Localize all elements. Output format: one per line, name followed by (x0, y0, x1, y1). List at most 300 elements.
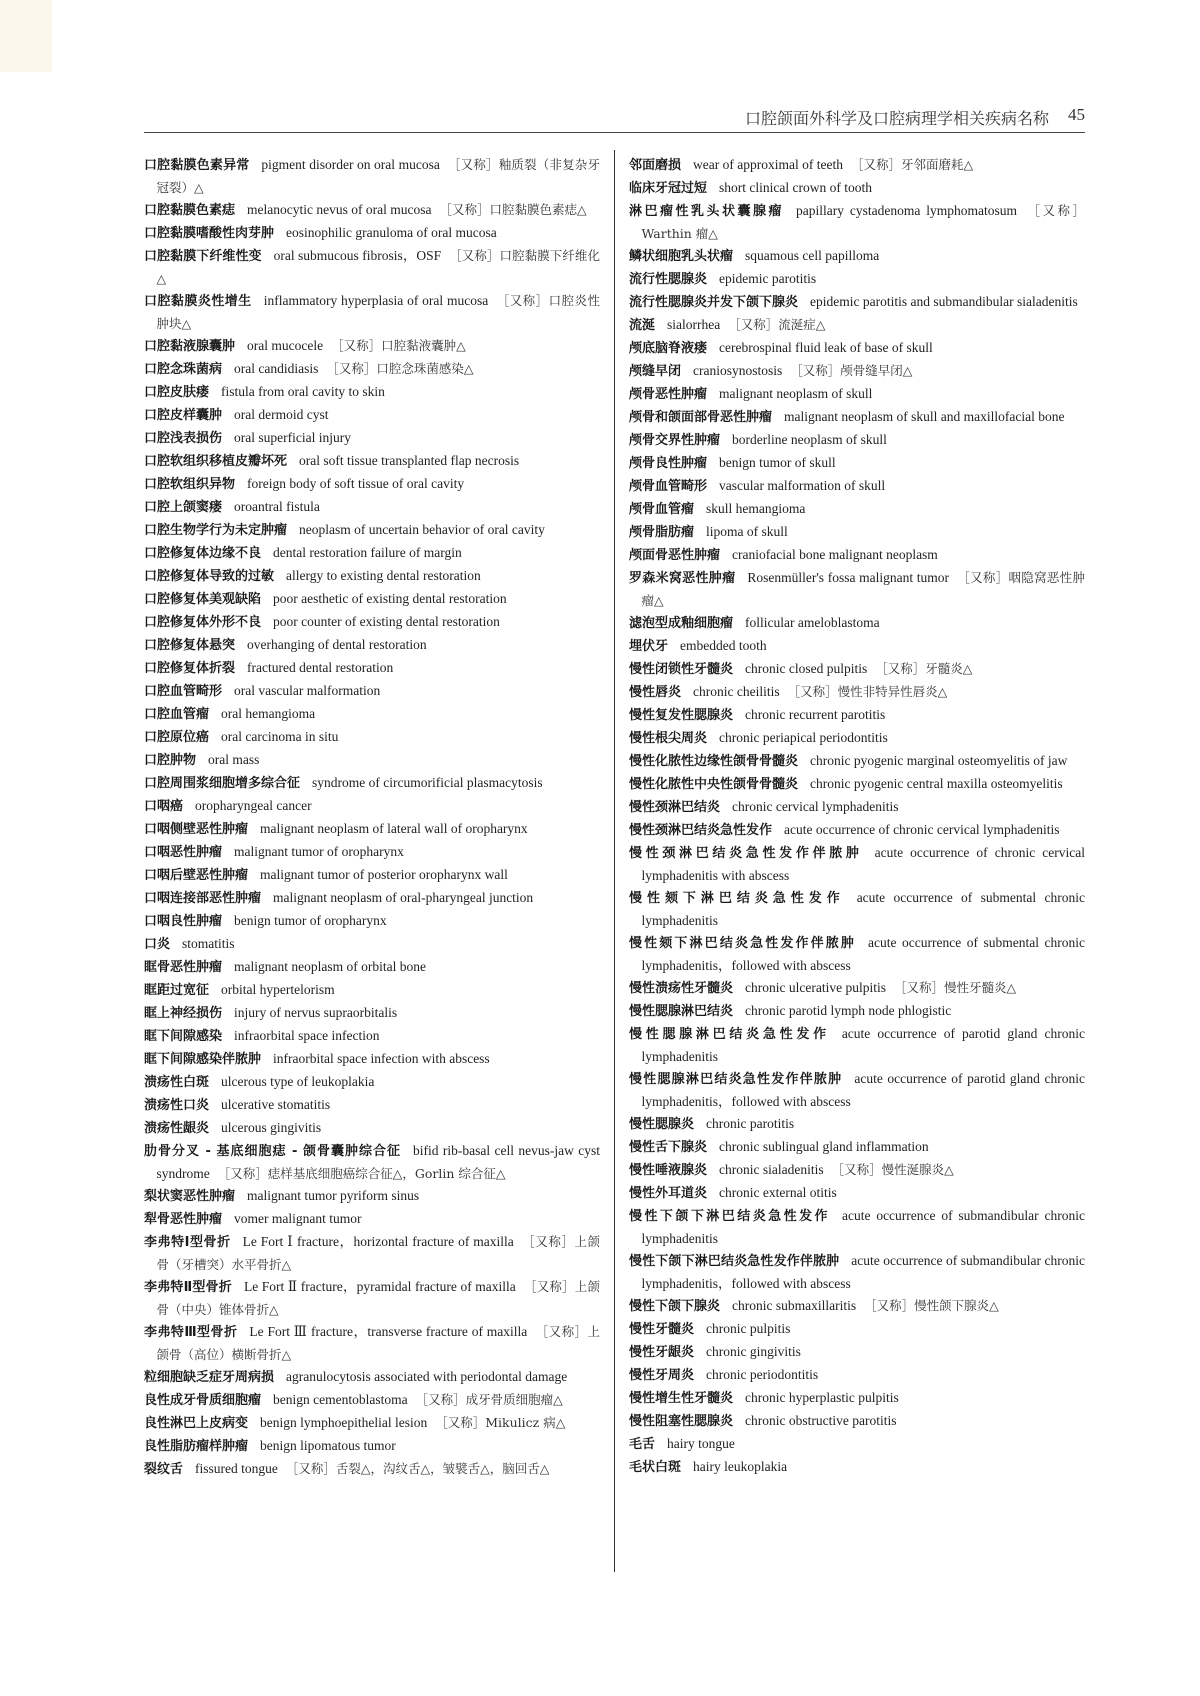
entry-english-term: squamous cell papilloma (745, 248, 880, 263)
entry-chinese-term: 淋巴瘤性乳头状囊腺瘤 (629, 204, 785, 219)
glossary-entry (629, 750, 1085, 773)
entry-chinese-term: 梨状窦恶性肿瘤 (144, 1189, 236, 1204)
entry-english-term: chronic closed pulpitis (745, 661, 868, 676)
glossary-entry (629, 1364, 1085, 1387)
entry-chinese-term: 口腔皮肤瘘 (144, 385, 210, 400)
glossary-entry (144, 1389, 600, 1412)
column-divider (614, 150, 615, 1572)
entry-english-term: malignant neoplasm of skull (719, 386, 873, 401)
entry-english-term: neoplasm of uncertain behavior of oral cavity (299, 522, 545, 537)
glossary-entry (629, 932, 1085, 977)
entry-english-term: pigment disorder on oral mucosa (261, 157, 440, 172)
glossary-entry (144, 245, 600, 290)
entry-chinese-term: 溃疡性口炎 (144, 1098, 210, 1113)
glossary-entry (144, 749, 600, 772)
entry-english-term: craniosynostosis (693, 363, 783, 378)
entry-english-term: eosinophilic granuloma of oral mucosa (286, 225, 497, 240)
entry-english-term: wear of approximal of teeth (693, 157, 843, 172)
entry-english-term: chronic pulpitis (706, 1321, 791, 1336)
entry-english-term: malignant neoplasm of orbital bone (234, 959, 426, 974)
entry-english-term: oral hemangioma (221, 706, 316, 721)
entry-chinese-term: 慢性下颌下淋巴结炎急性发作 (629, 1209, 830, 1224)
entry-chinese-term: 颅骨良性肿瘤 (629, 456, 708, 471)
entry-chinese-term: 肋骨分叉 - 基底细胞痣 - 颌骨囊肿综合征 (144, 1144, 402, 1159)
entry-synonym: ［又称］口腔黏膜下纤维化△ (156, 248, 600, 286)
entry-chinese-term: 口炎 (144, 937, 171, 952)
entry-english-term: craniofacial bone malignant neoplasm (732, 547, 938, 562)
entry-english-term: malignant tumor of oropharynx (234, 844, 404, 859)
entry-synonym: ［又称］咽隐窝恶性肿瘤△ (641, 570, 1085, 608)
glossary-entry (629, 1295, 1085, 1318)
entry-english-term: oroantral fistula (234, 499, 320, 514)
glossary-entry (144, 542, 600, 565)
entry-chinese-term: 口腔修复体折裂 (144, 661, 236, 676)
entry-chinese-term: 李弗特Ⅲ型骨折 (144, 1325, 238, 1340)
entry-synonym: ［又称］痣样基底细胞癌综合征△，Gorlin 综合征△ (217, 1166, 506, 1181)
entry-chinese-term: 慢性腮腺淋巴结炎急性发作伴脓肿 (629, 1072, 843, 1087)
entry-english-term: oral superficial injury (234, 430, 351, 445)
entry-chinese-term: 口腔上颌窦瘘 (144, 500, 223, 515)
glossary-entry (144, 1276, 600, 1321)
glossary-entry (144, 1002, 600, 1025)
entry-english-term: chronic cheilitis (693, 684, 780, 699)
entry-english-term: ulcerative stomatitis (221, 1097, 331, 1112)
entry-english-term: chronic pyogenic central maxilla osteomyelitis (810, 776, 1063, 791)
glossary-entry (629, 475, 1085, 498)
entry-chinese-term: 口咽侧壁恶性肿瘤 (144, 822, 249, 837)
entry-chinese-term: 口咽连接部恶性肿瘤 (144, 891, 262, 906)
page-number: 45 (1068, 105, 1085, 124)
entry-english-term: benign lipomatous tumor (260, 1438, 396, 1453)
entry-synonym: ［又称］上颌骨（牙槽突）水平骨折△ (156, 1234, 600, 1272)
entry-english-term: skull hemangioma (706, 501, 806, 516)
glossary-entry (629, 337, 1085, 360)
glossary-entry (144, 381, 600, 404)
entry-chinese-term: 口咽良性肿瘤 (144, 914, 223, 929)
glossary-entry (629, 177, 1085, 200)
entry-chinese-term: 犁骨恶性肿瘤 (144, 1212, 223, 1227)
entry-english-term: overhanging of dental restoration (247, 637, 427, 652)
entry-english-term: malignant tumor of posterior oropharynx wall (260, 867, 508, 882)
entry-english-term: acute occurrence of submental chronic lymphadenitis，followed with abscess (641, 935, 1085, 973)
entry-chinese-term: 良性淋巴上皮病变 (144, 1416, 249, 1431)
entry-chinese-term: 口咽癌 (144, 799, 184, 814)
entry-synonym: ［又称］慢性颌下腺炎△ (864, 1298, 999, 1313)
entry-chinese-term: 口腔生物学行为未定肿瘤 (144, 523, 288, 538)
glossary-entry (629, 567, 1085, 612)
running-header (144, 102, 1085, 133)
entry-synonym: ［又称］牙髓炎△ (875, 661, 973, 676)
entry-chinese-term: 慢性阻塞性腮腺炎 (629, 1414, 734, 1429)
glossary-entry (144, 199, 600, 222)
glossary-entry (629, 796, 1085, 819)
glossary-entry (144, 1208, 600, 1231)
glossary-entry (629, 658, 1085, 681)
entry-chinese-term: 良性成牙骨质细胞瘤 (144, 1393, 262, 1408)
entry-chinese-term: 慢性牙周炎 (629, 1368, 695, 1383)
glossary-entry (629, 1068, 1085, 1113)
entry-english-term: syndrome of circumorificial plasmacytosis (312, 775, 543, 790)
glossary-entry (144, 290, 600, 335)
glossary-entry (629, 635, 1085, 658)
entry-english-term: chronic sialadenitis (719, 1162, 824, 1177)
entry-english-term: acute occurrence of submental chronic lymphadenitis (641, 890, 1085, 928)
entry-english-term: oral mass (208, 752, 260, 767)
entry-chinese-term: 慢性颏下淋巴结炎急性发作伴脓肿 (629, 936, 857, 951)
entry-chinese-term: 慢性闭锁性牙髓炎 (629, 662, 734, 677)
entry-english-term: chronic submaxillaritis (732, 1298, 857, 1313)
entry-chinese-term: 滤泡型成釉细胞瘤 (629, 616, 734, 631)
entry-english-term: chronic parotid lymph node phlogistic (745, 1003, 952, 1018)
entry-english-term: oral soft tissue transplanted flap necrosis (299, 453, 520, 468)
entry-chinese-term: 口腔修复体导致的过敏 (144, 569, 275, 584)
entry-english-term: inflammatory hyperplasia of oral mucosa (263, 293, 489, 308)
glossary-entry (629, 314, 1085, 337)
glossary-entry (144, 910, 600, 933)
glossary-entry (629, 1113, 1085, 1136)
entry-chinese-term: 流行性腮腺炎 (629, 272, 708, 287)
entry-english-term: benign cementoblastoma (273, 1392, 408, 1407)
entry-english-term: fractured dental restoration (247, 660, 394, 675)
glossary-entry (144, 1366, 600, 1389)
entry-english-term: short clinical crown of tooth (719, 180, 872, 195)
entry-synonym: ［又称］上颌骨（中央）锥体骨折△ (156, 1279, 600, 1317)
entry-synonym: ［又称］颅骨缝早闭△ (790, 363, 913, 378)
entry-english-term: cerebrospinal fluid leak of base of skull (719, 340, 933, 355)
entry-chinese-term: 口腔黏膜下纤维性变 (144, 249, 262, 264)
right-column (629, 154, 1085, 1479)
entry-english-term: acute occurrence of submandibular chronic lymphadenitis (641, 1208, 1085, 1246)
glossary-entry (629, 612, 1085, 635)
entry-chinese-term: 口咽后壁恶性肿瘤 (144, 868, 249, 883)
glossary-entry (629, 452, 1085, 475)
glossary-entry (144, 565, 600, 588)
glossary-entry (629, 773, 1085, 796)
glossary-entry (144, 1048, 600, 1071)
entry-synonym: ［又称］成牙骨质细胞瘤△ (415, 1392, 563, 1407)
entry-english-term: injury of nervus supraorbitalis (234, 1005, 398, 1020)
entry-synonym: ［又称］口腔黏膜色素痣△ (439, 202, 587, 217)
entry-chinese-term: 口咽恶性肿瘤 (144, 845, 223, 860)
entry-english-term: acute occurrence of parotid gland chronic lymphadenitis，followed with abscess (641, 1071, 1085, 1109)
entry-english-term: Le Fort Ⅰ fracture，horizontal fracture of maxilla (242, 1234, 514, 1249)
entry-chinese-term: 眶下间隙感染伴脓肿 (144, 1052, 262, 1067)
entry-english-term: foreign body of soft tissue of oral cavity (247, 476, 465, 491)
entry-english-term: epidemic parotitis (719, 271, 817, 286)
entry-english-term: Rosenmüller's fossa malignant tumor (747, 570, 950, 585)
glossary-entry (629, 1318, 1085, 1341)
glossary-entry (144, 680, 600, 703)
entry-english-term: chronic external otitis (719, 1185, 837, 1200)
glossary-entry (144, 1435, 600, 1458)
entry-chinese-term: 粒细胞缺乏症牙周病损 (144, 1370, 275, 1385)
entry-english-term: benign tumor of oropharynx (234, 913, 387, 928)
glossary-entry (629, 1410, 1085, 1433)
entry-english-term: vomer malignant tumor (234, 1211, 362, 1226)
entry-english-term: poor counter of existing dental restoration (273, 614, 500, 629)
entry-chinese-term: 口腔软组织异物 (144, 477, 236, 492)
entry-chinese-term: 口腔浅表损伤 (144, 431, 223, 446)
entry-chinese-term: 口腔修复体美观缺陷 (144, 592, 262, 607)
running-header-title: 口腔颌面外科学及口腔病理学相关疾病名称 (744, 109, 1049, 128)
glossary-entry (144, 1412, 600, 1435)
glossary-entry (629, 1182, 1085, 1205)
entry-english-term: oropharyngeal cancer (195, 798, 312, 813)
entry-chinese-term: 流涎 (629, 318, 656, 333)
glossary-entry (629, 268, 1085, 291)
glossary-entry (144, 450, 600, 473)
glossary-entry (144, 1231, 600, 1276)
glossary-entry (629, 200, 1085, 245)
entry-chinese-term: 口腔修复体外形不良 (144, 615, 262, 630)
entry-chinese-term: 口腔软组织移植皮瓣坏死 (144, 454, 288, 469)
entry-english-term: chronic parotitis (706, 1116, 795, 1131)
entry-english-term: acute occurrence of chronic cervical lymphadenitis (784, 822, 1060, 837)
entry-english-term: dental restoration failure of margin (273, 545, 462, 560)
glossary-entry (144, 726, 600, 749)
glossary-entry (629, 521, 1085, 544)
glossary-entry (629, 887, 1085, 932)
entry-chinese-term: 慢性颏下淋巴结炎急性发作 (629, 891, 845, 906)
glossary-entry (144, 154, 600, 199)
entry-english-term: allergy to existing dental restoration (286, 568, 481, 583)
entry-english-term: malignant neoplasm of lateral wall of oropharynx (260, 821, 528, 836)
entry-english-term: stomatitis (182, 936, 235, 951)
glossary-entry (144, 933, 600, 956)
entry-english-term: fistula from oral cavity to skin (221, 384, 385, 399)
entry-english-term: agranulocytosis associated with periodontal damage (286, 1369, 568, 1384)
entry-chinese-term: 慢性颈淋巴结炎 (629, 800, 721, 815)
entry-chinese-term: 眶骨恶性肿瘤 (144, 960, 223, 975)
glossary-entry (144, 1071, 600, 1094)
entry-chinese-term: 良性脂肪瘤样肿瘤 (144, 1439, 249, 1454)
entry-english-term: oral candidiasis (234, 361, 319, 376)
glossary-entry (629, 291, 1085, 314)
entry-synonym: ［又称］口腔炎性肿块△ (156, 293, 600, 331)
entry-chinese-term: 眶上神经损伤 (144, 1006, 223, 1021)
entry-chinese-term: 埋伏牙 (629, 639, 669, 654)
entry-chinese-term: 慢性化脓性边缘性颌骨骨髓炎 (629, 754, 799, 769)
entry-chinese-term: 毛舌 (629, 1437, 656, 1452)
glossary-entry (629, 727, 1085, 750)
entry-synonym: ［又称］舌裂△，沟纹舌△，皱襞舌△，脑回舌△ (285, 1461, 550, 1476)
entry-chinese-term: 颅骨血管瘤 (629, 502, 695, 517)
glossary-entry (629, 498, 1085, 521)
glossary-entry (629, 681, 1085, 704)
entry-chinese-term: 口腔黏膜嗜酸性肉芽肿 (144, 226, 275, 241)
glossary-entry (144, 473, 600, 496)
entry-chinese-term: 鳞状细胞乳头状瘤 (629, 249, 734, 264)
entry-english-term: chronic ulcerative pulpitis (745, 980, 886, 995)
glossary-entry (144, 979, 600, 1002)
glossary-entry (629, 1341, 1085, 1364)
entry-chinese-term: 口腔修复体悬突 (144, 638, 236, 653)
glossary-entry (629, 842, 1085, 887)
entry-english-term: borderline neoplasm of skull (732, 432, 887, 447)
entry-chinese-term: 眶距过宽征 (144, 983, 210, 998)
glossary-entry (144, 1025, 600, 1048)
entry-english-term: oral carcinoma in situ (221, 729, 339, 744)
entry-english-term: acute occurrence of chronic cervical lymphadenitis with abscess (641, 845, 1085, 883)
glossary-entry (144, 818, 600, 841)
glossary-entry (144, 1140, 600, 1185)
glossary-entry (144, 657, 600, 680)
entry-synonym: ［又称］慢性非特异性唇炎△ (787, 684, 948, 699)
entry-english-term: benign tumor of skull (719, 455, 836, 470)
glossary-entry (144, 887, 600, 910)
entry-english-term: oral dermoid cyst (234, 407, 329, 422)
entry-chinese-term: 溃疡性龈炎 (144, 1121, 210, 1136)
entry-english-term: chronic periapical periodontitis (719, 730, 888, 745)
glossary-entry (629, 245, 1085, 268)
entry-chinese-term: 慢性下颌下腺炎 (629, 1299, 721, 1314)
entry-english-term: malignant tumor pyriform sinus (247, 1188, 420, 1203)
entry-chinese-term: 慢性根尖周炎 (629, 731, 708, 746)
glossary-entry (629, 1387, 1085, 1410)
entry-chinese-term: 口腔原位癌 (144, 730, 210, 745)
entry-chinese-term: 口腔念珠菌病 (144, 362, 223, 377)
entry-chinese-term: 慢性颈淋巴结炎急性发作 (629, 823, 773, 838)
entry-english-term: follicular ameloblastoma (745, 615, 880, 630)
entry-english-term: papillary cystadenoma lymphomatosum (796, 203, 1017, 218)
entry-english-term: hairy tongue (667, 1436, 735, 1451)
page-corner-stain (0, 0, 52, 72)
entry-english-term: chronic recurrent parotitis (745, 707, 886, 722)
entry-chinese-term: 口腔黏液腺囊肿 (144, 339, 236, 354)
entry-chinese-term: 颅面骨恶性肿瘤 (629, 548, 721, 563)
entry-chinese-term: 慢性下颌下淋巴结炎急性发作伴脓肿 (629, 1254, 840, 1269)
entry-chinese-term: 裂纹舌 (144, 1462, 184, 1477)
entry-chinese-term: 毛状白斑 (629, 1460, 682, 1475)
entry-chinese-term: 口腔周围浆细胞增多综合征 (144, 776, 301, 791)
glossary-entry (629, 154, 1085, 177)
glossary-entry (629, 360, 1085, 383)
glossary-entry (144, 1321, 600, 1366)
glossary-entry (144, 404, 600, 427)
entry-english-term: chronic gingivitis (706, 1344, 801, 1359)
glossary-entry (144, 772, 600, 795)
glossary-entry (629, 1159, 1085, 1182)
entry-chinese-term: 临床牙冠过短 (629, 181, 708, 196)
glossary-entry (629, 1023, 1085, 1068)
entry-english-term: oral submucous fibrosis，OSF (273, 248, 442, 263)
entry-chinese-term: 慢性复发性腮腺炎 (629, 708, 734, 723)
entry-chinese-term: 慢性增生性牙髓炎 (629, 1391, 734, 1406)
glossary-entry (144, 1094, 600, 1117)
left-column (144, 154, 600, 1481)
entry-chinese-term: 口腔血管瘤 (144, 707, 210, 722)
entry-english-term: benign lymphoepithelial lesion (260, 1415, 428, 1430)
entry-chinese-term: 颅骨脂肪瘤 (629, 525, 695, 540)
entry-chinese-term: 慢性腮腺淋巴结炎 (629, 1004, 734, 1019)
entry-english-term: chronic hyperplastic pulpitis (745, 1390, 899, 1405)
entry-chinese-term: 颅骨交界性肿瘤 (629, 433, 721, 448)
entry-english-term: infraorbital space infection with abscess (273, 1051, 490, 1066)
entry-english-term: lipoma of skull (706, 524, 788, 539)
glossary-entry (144, 335, 600, 358)
entry-english-term: ulcerous type of leukoplakia (221, 1074, 375, 1089)
entry-chinese-term: 慢性唾液腺炎 (629, 1163, 708, 1178)
glossary-entry (629, 429, 1085, 452)
entry-chinese-term: 慢性牙髓炎 (629, 1322, 695, 1337)
entry-english-term: Le Fort Ⅲ fracture，transverse fracture of maxilla (249, 1324, 528, 1339)
entry-synonym: ［又称］口腔黏液囊肿△ (331, 338, 466, 353)
glossary-entry (144, 1458, 600, 1481)
entry-english-term: malignant neoplasm of oral-pharyngeal junction (273, 890, 534, 905)
glossary-entry (144, 795, 600, 818)
glossary-entry (144, 841, 600, 864)
entry-english-term: hairy leukoplakia (693, 1459, 788, 1474)
entry-chinese-term: 慢性腮腺淋巴结炎急性发作 (629, 1027, 830, 1042)
entry-chinese-term: 口腔血管畸形 (144, 684, 223, 699)
glossary-entry (629, 1000, 1085, 1023)
entry-chinese-term: 李弗特Ⅱ型骨折 (144, 1280, 232, 1295)
entry-chinese-term: 慢性化脓性中央性颌骨骨髓炎 (629, 777, 799, 792)
glossary-entry (144, 703, 600, 726)
entry-chinese-term: 颅缝早闭 (629, 364, 682, 379)
entry-chinese-term: 颅底脑脊液瘘 (629, 341, 708, 356)
glossary-entry (144, 222, 600, 245)
entry-chinese-term: 慢性外耳道炎 (629, 1186, 708, 1201)
entry-chinese-term: 慢性牙龈炎 (629, 1345, 695, 1360)
entry-synonym: ［又称］口腔念珠菌感染△ (326, 361, 474, 376)
glossary-entry (629, 1205, 1085, 1250)
glossary-entry (629, 819, 1085, 842)
entry-chinese-term: 口腔黏膜炎性增生 (144, 294, 252, 309)
glossary-entry (629, 704, 1085, 727)
glossary-entry (144, 588, 600, 611)
entry-chinese-term: 慢性颈淋巴结炎急性发作伴脓肿 (629, 846, 863, 861)
entry-english-term: sialorrhea (667, 317, 721, 332)
entry-english-term: vascular malformation of skull (719, 478, 886, 493)
entry-synonym: ［又称］Mikulicz 病△ (435, 1415, 566, 1430)
entry-english-term: oral mucocele (247, 338, 324, 353)
entry-chinese-term: 颅骨血管畸形 (629, 479, 708, 494)
entry-chinese-term: 慢性舌下腺炎 (629, 1140, 708, 1155)
entry-english-term: infraorbital space infection (234, 1028, 380, 1043)
glossary-entry (144, 1117, 600, 1140)
entry-chinese-term: 慢性溃疡性牙髓炎 (629, 981, 734, 996)
entry-chinese-term: 罗森米窝恶性肿瘤 (629, 571, 736, 586)
entry-synonym: ［又称］Warthin 瘤△ (641, 203, 1085, 241)
entry-synonym: ［又称］慢性涎腺炎△ (831, 1162, 954, 1177)
entry-english-term: chronic periodontitis (706, 1367, 819, 1382)
glossary-entry (144, 611, 600, 634)
entry-english-term: orbital hypertelorism (221, 982, 335, 997)
entry-chinese-term: 慢性唇炎 (629, 685, 682, 700)
glossary-entry (144, 634, 600, 657)
entry-english-term: poor aesthetic of existing dental restoration (273, 591, 507, 606)
entry-synonym: ［又称］釉质裂（非复杂牙冠裂）△ (156, 157, 600, 195)
glossary-entry (629, 544, 1085, 567)
entry-english-term: malignant neoplasm of skull and maxillofacial bone (784, 409, 1065, 424)
entry-english-term: oral vascular malformation (234, 683, 381, 698)
entry-synonym: ［又称］上颌骨（高位）横断骨折△ (156, 1324, 600, 1362)
entry-chinese-term: 流行性腮腺炎并发下颌下腺炎 (629, 295, 799, 310)
entry-chinese-term: 口腔修复体边缘不良 (144, 546, 262, 561)
entry-english-term: chronic pyogenic marginal osteomyelitis of jaw (810, 753, 1068, 768)
entry-english-term: embedded tooth (680, 638, 767, 653)
glossary-entry (144, 1185, 600, 1208)
glossary-entry (144, 496, 600, 519)
entry-chinese-term: 口腔肿物 (144, 753, 197, 768)
entry-synonym: ［又称］流涎症△ (728, 317, 826, 332)
entry-chinese-term: 口腔黏膜色素异常 (144, 158, 250, 173)
entry-english-term: acute occurrence of parotid gland chronic lymphadenitis (641, 1026, 1085, 1064)
entry-chinese-term: 眶下间隙感染 (144, 1029, 223, 1044)
glossary-entry (144, 427, 600, 450)
glossary-entry (629, 1136, 1085, 1159)
